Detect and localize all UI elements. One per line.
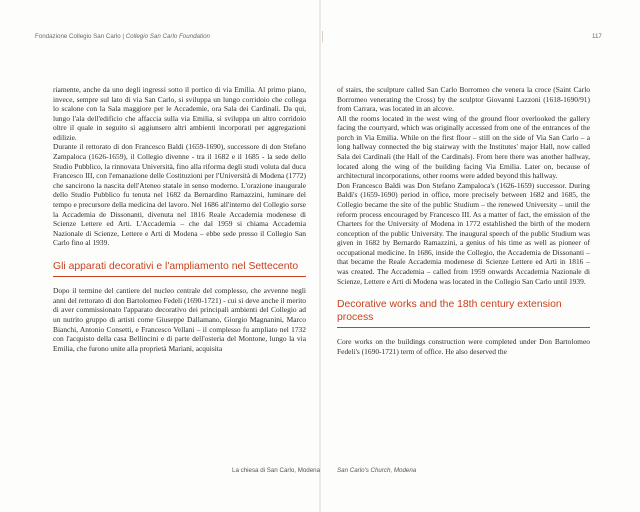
italian-paragraph: Dopo il termine del cantiere del nucleo centrale del complesso, che avvenne negli anni del rettorato di don Bartolomeo Fedeli (1690-1721) - cui si deve anche il merito di aver commissionato l'apparato decorativo dei principali ambienti del Collegio ad un nutrito gruppo di artisti come Giuseppe Dallamano, Giorgio Magnanini, Marco Bianchi, Antonio Consetti, e Francesco Vellani – il complesso fu ampliato nel 1732 con l'acquisto della casa Bellincini e di parte dell'osteria del Montone, lungo la via Emilia, che furono unite alla proprietà Mariani, acquisita [53,286,306,353]
heading-rule [337,327,590,328]
english-paragraph: Core works on the buildings construction were completed under Don Bartolomeo Fedeli's (1690-1721) term of office. He also deserved the [337,337,590,356]
header-foundation-name-english: Collegio San Carlo Foundation [125,33,210,40]
header-divider [322,31,323,42]
header-foundation-name: Fondazione Collegio San Carlo | [35,33,126,40]
italian-section-heading: Gli apparati decorativi e l'ampliamento nel Settecento [53,260,299,272]
english-paragraph: of stairs, the sculpture called San Carlo Borromeo che venera la croce (Saint Carlo Borromeo venerating the Cross) by the sculptor Giovanni Lazzoni (1618-1690/91) from Carrara, was located in an alcove. [337,85,590,114]
caption-italian: La chiesa di San Carlo, Modena [232,467,321,474]
italian-paragraph: riamente, anche da uno degli ingressi sotto il portico di via Emilia. Al primo piano, invece, sempre sul lato di via San Carlo, si sviluppa un lungo corridoio che collega lo scalone con la Sala maggiore per le Accademie, ora Sala dei Cardinali. Da qui, lungo l'ala dell'edificio che affaccia sulla via Emilia, si sviluppa un altro corridoio oltre il quale in seguito si aggiunsero altri ambienti incorporati per aggregazioni edilizie. [53,85,306,142]
english-column [337,85,590,356]
english-paragraph: Don Francesco Baldi was Don Stefano Zampaloca's (1626-1659) successor. During Baldi's (1659-1690) period in office, more precisely between 1682 and 1685, the Collegio became the site of the public Studium – the renewed University – until the reform process encouraged by Francesco III. As a matter of fact, the emission of the Charters for the University of Modena in 1772 established the birth of the modern conception of the public University. The inaugural speech of the public Studium was given in 1682 by Bernardo Ramazzini, a genius of his time as well as pioneer of occupational medicine. In 1686, inside the Collegio, the Accademia de Dissonanti – that became the Reale Accademia modenese di Scienze Lettere ed Arti in 1816 – was created. The Accademia – called from 1959 onwards Accademia Nazionale di Scienze, Lettere e Arti di Modena was located in the Collegio San Carlo until 1939. [337,180,590,286]
caption-english: San Carlo's Church, Modena [337,467,417,474]
heading-rule [53,276,306,277]
page-number: 117 [592,33,602,40]
running-header [35,33,210,40]
italian-column [53,85,306,353]
italian-paragraph: Durante il rettorato di don Francesco Baldi (1659-1690), successore di don Stefano Zampaloca (1626-1659), il Collegio divenne - tra il 1682 e il 1685 - la sede dello Studio Pubblico, la rinnovata Università, fino alla riforma degli studi voluta dal duca Francesco III, con l'emanazione delle Costituzioni per l'Università di Modena (1772) che sancirono la nascita dell'Ateneo statale in senso moderno. L'orazione inaugurale dello Studio Pubblico fu tenuta nel 1682 da Bernardino Ramazzini, luminare del tempo e precursore della medicina del lavoro. Nel 1686 all'interno del Collegio sorse la Accademia de Dissonanti, divenuta nel 1816 Reale Accademia modenese di Scienze Lettere ed Arti. L'Accademia – che dal 1959 si chiama Accademia Nazionale di Scienze, Lettere e Arti di Modena – ebbe sede presso il Collegio San Carlo fino al 1939. [53,142,306,248]
english-section-heading: Decorative works and the 18th century extension process [337,299,562,323]
page-binding [319,0,321,512]
english-paragraph: All the rooms located in the west wing of the ground floor overlooked the gallery facing the courtyard, which was originally accessed from one of the entrances of the porch in Via Emilia. While on the first floor – still on the side of Via San Carlo – a long hallway connected the big stairway with the Institutes' major Hall, now called Sala dei Cardinali (the Hall of the Cardinals). From here there was another hallway, located along the wing of the building facing Via Emilia. Later on, because of architectural incorporations, other rooms were added beyond this hallway. [337,113,590,181]
